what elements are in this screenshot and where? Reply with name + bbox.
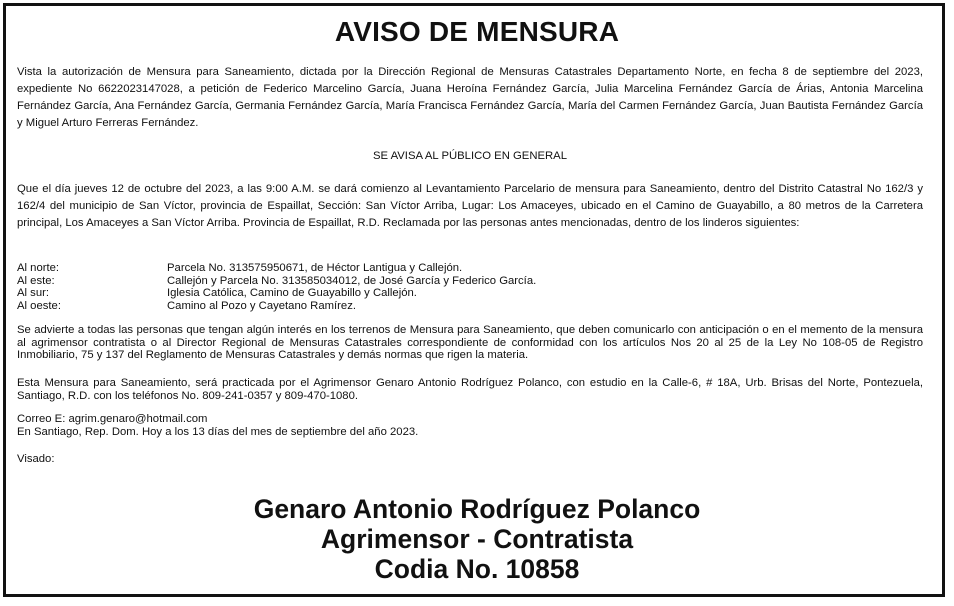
boundary-label: Al este: bbox=[17, 274, 55, 287]
boundary-value: Camino al Pozo y Cayetano Ramírez. bbox=[167, 299, 356, 312]
boundary-value: Iglesia Católica, Camino de Guayabillo y Callejón. bbox=[167, 287, 417, 299]
signature-name: Genaro Antonio Rodríguez Polanco bbox=[253, 494, 701, 524]
boundary-label: Al sur: bbox=[17, 287, 50, 299]
boundary-east bbox=[17, 275, 923, 288]
boundary-label: Al norte: bbox=[17, 262, 60, 274]
date-line: En Santiago, Rep. Dom. Hoy a los 13 días del mes de septiembre del año 2023. bbox=[17, 425, 419, 438]
boundary-label: Al oeste: bbox=[17, 299, 61, 312]
boundary-west bbox=[17, 300, 923, 313]
surveyor-info-paragraph: Esta Mensura para Saneamiento, será practicada por el Agrimensor Genaro Antonio Rodríguez Polanco, con estudio en la Calle-6, # 18A, Urb. Brisas del Norte, Pontezuela, Santiago, R.D. con los teléfonos No. 809-241-0357 y 809-470-1080. bbox=[17, 377, 923, 402]
boundaries-list bbox=[17, 262, 923, 312]
boundary-value: Callejón y Parcela No. 313585034012, de José García y Federico García. bbox=[167, 274, 537, 287]
signature-codia: Codia No. 10858 bbox=[374, 554, 580, 584]
contact-block bbox=[17, 413, 923, 438]
signature-role: Agrimensor - Contratista bbox=[320, 524, 634, 554]
visado-label: Visado: bbox=[17, 453, 55, 465]
boundary-value: Parcela No. 313575950671, de Héctor Lantigua y Callejón. bbox=[167, 262, 463, 274]
boundary-south bbox=[17, 287, 923, 300]
email-line: Correo E: agrim.genaro@hotmail.com bbox=[17, 413, 208, 425]
warning-paragraph: Se advierte a todas las personas que tengan algún interés en los terrenos de Mensura para Saneamiento, que deben comunicarlo con anticipación o en el memento de la mensura al agrimensor contratista o al Director Regional de Mensuras Catastrales correspondiente de conformidad con los artículos Nos 20 al 25 de la Ley No 108-05 de Registro Inmobiliario, 75 y 137 del Reglamento de Mensuras Catastrales y demás normas que rigen la materia. bbox=[17, 324, 923, 361]
notice-title: AVISO DE MENSURA bbox=[334, 16, 620, 47]
boundary-north bbox=[17, 262, 923, 275]
details-paragraph: Que el día jueves 12 de octubre del 2023, a las 9:00 A.M. se dará comienzo al Levantamiento Parcelario de mensura para Saneamiento, dentro del Distrito Catastral No 162/3 y 162/4 del municipio de San Víctor, provincia de Espaillat, Sección: San Víctor Arriba, Lugar: Los Amaceyes, ubicado en el Camino de Guayabillo, a 80 metros de la Carretera principal, Los Amaceyes a San Víctor Arriba. Provincia de Espaillat, R.D. Reclamada por las personas antes mencionadas, dentro de los linderos siguientes: bbox=[17, 183, 923, 229]
public-notice-heading: SE AVISA AL PÚBLICO EN GENERAL bbox=[372, 150, 567, 162]
intro-paragraph: Vista la autorización de Mensura para Saneamiento, dictada por la Dirección Regional de Mensuras Catastrales Departamento Norte, en fecha 8 de septiembre del 2023, expediente No 6622023147028, a petición de Federico Marcelino García, Juana Heroína Fernández García, Julia Marcelina Fernández García de Árias, Antonia Marcelina Fernández García, Ana Fernández García, Germania Fernández García, María Francisca Fernández García, María del Carmen Fernández García, Juan Bautista Fernández García y Miguel Arturo Ferreras Fernández. bbox=[17, 66, 923, 129]
